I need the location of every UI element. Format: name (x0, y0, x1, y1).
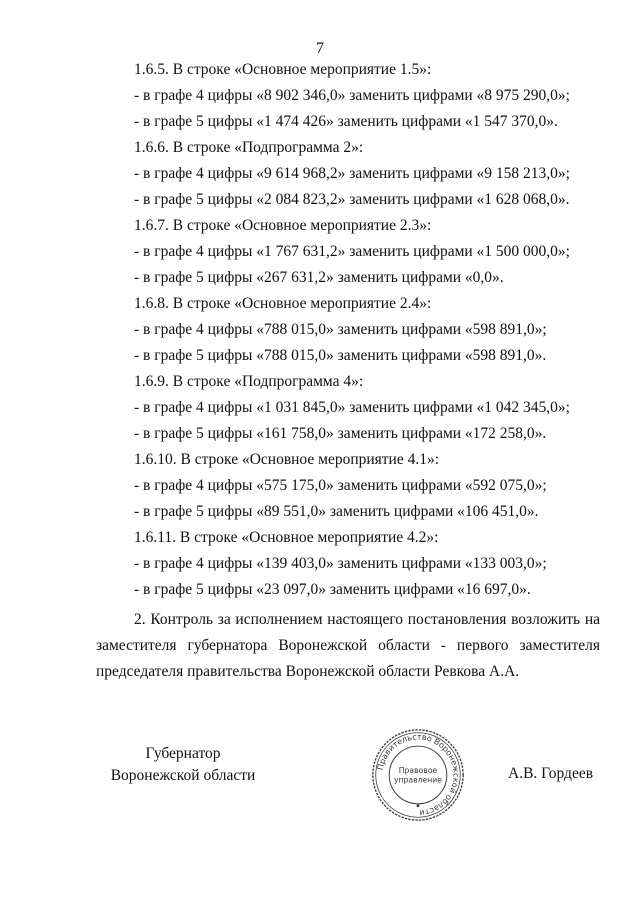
amendment-column-4: - в графе 4 цифры «575 175,0» заменить цифрами «592 075,0»; (134, 477, 547, 494)
amendment-heading: 1.6.8. В строке «Основное мероприятие 2.4»: (134, 295, 432, 312)
amendment-column-4: - в графе 4 цифры «8 902 346,0» заменить цифрами «8 975 290,0»; (134, 87, 570, 104)
amendment-column-5: - в графе 5 цифры «267 631,2» заменить цифрами «0,0». (134, 269, 504, 286)
stamp-center-line-1: Правовое (398, 766, 438, 776)
control-paragraph: 2. Контроль за исполнением настоящего постановления возложить на заместителя губернатора Воронежской области - первого заместителя председателя правительства Воронежской области Ревкова А.А. (96, 611, 600, 680)
signer-region: Воронежской области (110, 767, 256, 784)
amendment-heading: 1.6.9. В строке «Подпрограмма 4»: (134, 373, 364, 390)
amendment-heading: 1.6.7. В строке «Основное мероприятие 2.3»: (134, 217, 432, 234)
amendment-column-5: - в графе 5 цифры «23 097,0» заменить цифрами «16 697,0». (134, 581, 531, 598)
signer-position: Губернатор (145, 745, 221, 762)
amendment-column-5: - в графе 5 цифры «2 084 823,2» заменить цифрами «1 628 068,0». (134, 191, 570, 208)
amendment-column-5: - в графе 5 цифры «89 551,0» заменить цифрами «106 451,0». (134, 503, 539, 520)
amendment-column-5: - в графе 5 цифры «161 758,0» заменить цифрами «172 258,0». (134, 425, 547, 442)
amendment-column-4: - в графе 4 цифры «788 015,0» заменить цифрами «598 891,0»; (134, 321, 547, 338)
amendment-column-4: - в графе 4 цифры «9 614 968,2» заменить цифрами «9 158 213,0»; (134, 165, 570, 182)
amendment-column-5: - в графе 5 цифры «788 015,0» заменить цифрами «598 891,0». (134, 347, 547, 364)
amendment-column-4: - в графе 4 цифры «139 403,0» заменить цифрами «133 003,0»; (134, 555, 547, 572)
amendment-heading: 1.6.5. В строке «Основное мероприятие 1.5»: (134, 61, 432, 78)
signer-title (96, 743, 270, 787)
stamp-center-line-2: управление (394, 775, 442, 785)
amendment-heading: 1.6.6. В строке «Подпрограмма 2»: (134, 139, 364, 156)
amendment-column-5: - в графе 5 цифры «1 474 426» заменить цифрами «1 547 370,0». (134, 113, 558, 130)
amendment-heading: 1.6.11. В строке «Основное мероприятие 4.2»: (134, 529, 439, 546)
page-number: 7 (316, 40, 324, 57)
amendment-column-4: - в графе 4 цифры «1 767 631,2» заменить цифрами «1 500 000,0»; (134, 243, 570, 260)
amendment-heading: 1.6.10. В строке «Основное мероприятие 4.1»: (134, 451, 440, 468)
amendment-column-4: - в графе 4 цифры «1 031 845,0» заменить цифрами «1 042 345,0»; (134, 399, 570, 416)
stamp-dot (417, 804, 420, 807)
official-stamp (370, 727, 466, 823)
signer-name: А.В. Гордеев (508, 765, 594, 782)
stamp-ring-text: Правительство Воронежской области (375, 732, 461, 818)
